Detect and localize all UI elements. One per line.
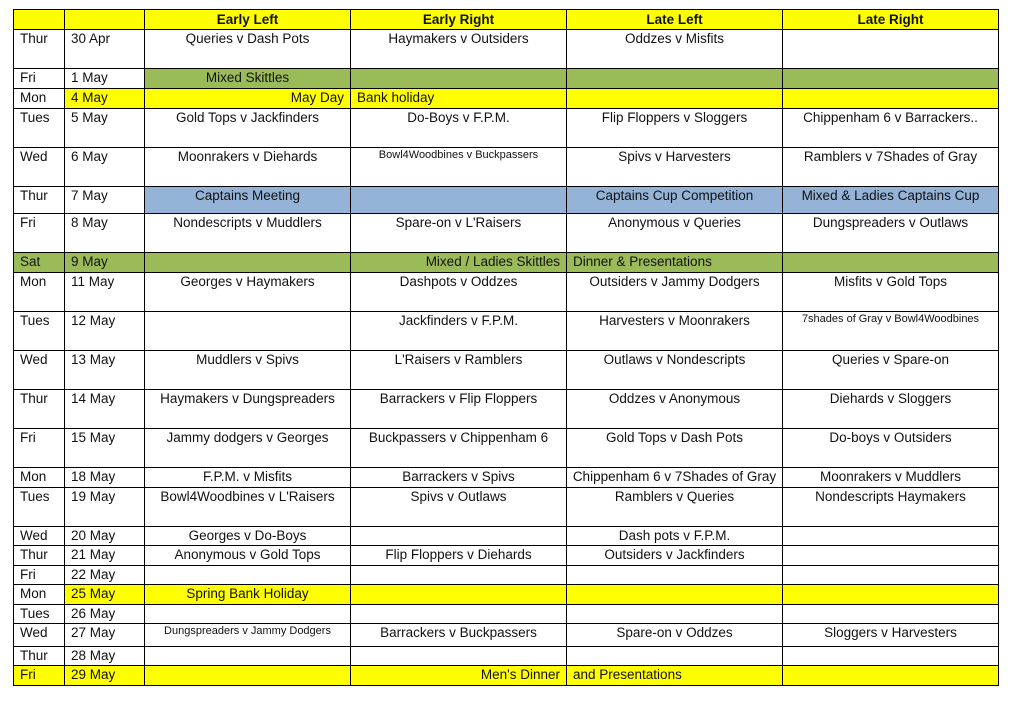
day-cell: Wed [14, 624, 65, 647]
late-left-cell: Spare-on v Oddzes [567, 624, 783, 647]
early-left-cell: Mixed Skittles [145, 69, 351, 89]
day-cell: Wed [14, 148, 65, 187]
early-right-cell: Dashpots v Oddzes [351, 273, 567, 312]
late-right-cell: Nondescripts Haymakers [783, 488, 999, 527]
early-right-cell: Spare-on v L'Raisers [351, 214, 567, 253]
day-cell: Fri [14, 69, 65, 89]
early-left-cell: Haymakers v Dungspreaders [145, 390, 351, 429]
early-left-cell: Queries v Dash Pots [145, 30, 351, 69]
early-left-cell: Gold Tops v Jackfinders [145, 109, 351, 148]
early-right-cell: L'Raisers v Ramblers [351, 351, 567, 390]
early-right-cell [351, 187, 567, 214]
table-row [14, 187, 999, 214]
table-row [14, 647, 999, 666]
early-left-cell: Jammy dodgers v Georges [145, 429, 351, 468]
date-cell: 27 May [65, 624, 145, 647]
date-cell: 29 May [65, 666, 145, 686]
day-cell: Mon [14, 468, 65, 488]
early-left-cell: Dungspreaders v Jammy Dodgers [145, 624, 351, 647]
late-left-cell: and Presentations [567, 666, 783, 686]
late-left-cell: Oddzes v Misfits [567, 30, 783, 69]
late-left-cell: Spivs v Harvesters [567, 148, 783, 187]
early-left-cell [145, 605, 351, 624]
table-row [14, 468, 999, 488]
day-cell: Mon [14, 89, 65, 109]
late-right-cell: Mixed & Ladies Captains Cup [783, 187, 999, 214]
early-right-cell: Jackfinders v F.P.M. [351, 312, 567, 351]
day-cell: Thur [14, 187, 65, 214]
table-row [14, 89, 999, 109]
early-left-cell [145, 666, 351, 686]
late-left-cell: Outlaws v Nondescripts [567, 351, 783, 390]
late-left-cell: Captains Cup Competition [567, 187, 783, 214]
day-cell: Tues [14, 488, 65, 527]
late-left-cell: Dinner & Presentations [567, 253, 783, 273]
late-right-cell [783, 605, 999, 624]
early-left-cell: Nondescripts v Muddlers [145, 214, 351, 253]
day-cell: Wed [14, 351, 65, 390]
day-cell: Thur [14, 390, 65, 429]
header-early-left: Early Left [145, 10, 351, 30]
date-cell: 5 May [65, 109, 145, 148]
early-right-cell [351, 585, 567, 605]
table-row [14, 566, 999, 585]
early-left-cell: Anonymous v Gold Tops [145, 546, 351, 566]
late-right-cell [783, 30, 999, 69]
early-left-cell: Muddlers v Spivs [145, 351, 351, 390]
table-row [14, 351, 999, 390]
early-left-cell: May Day [145, 89, 351, 109]
date-cell: 19 May [65, 488, 145, 527]
table-row [14, 546, 999, 566]
early-left-cell [145, 312, 351, 351]
day-cell: Fri [14, 666, 65, 686]
early-right-cell [351, 566, 567, 585]
date-cell: 1 May [65, 69, 145, 89]
early-right-cell: Barrackers v Flip Floppers [351, 390, 567, 429]
early-right-cell: Barrackers v Buckpassers [351, 624, 567, 647]
early-right-cell [351, 647, 567, 666]
header-late-right: Late Right [783, 10, 999, 30]
date-cell: 25 May [65, 585, 145, 605]
late-right-cell [783, 546, 999, 566]
late-left-cell: Gold Tops v Dash Pots [567, 429, 783, 468]
late-left-cell [567, 566, 783, 585]
table-row [14, 69, 999, 89]
late-right-cell: Ramblers v 7Shades of Gray [783, 148, 999, 187]
late-left-cell: Oddzes v Anonymous [567, 390, 783, 429]
late-right-cell [783, 89, 999, 109]
header-late-left: Late Left [567, 10, 783, 30]
late-right-cell [783, 566, 999, 585]
early-left-cell: Moonrakers v Diehards [145, 148, 351, 187]
header-day [14, 10, 65, 30]
day-cell: Fri [14, 566, 65, 585]
table-row [14, 214, 999, 253]
late-left-cell: Outsiders v Jammy Dodgers [567, 273, 783, 312]
date-cell: 11 May [65, 273, 145, 312]
late-left-cell: Outsiders v Jackfinders [567, 546, 783, 566]
early-left-cell: Spring Bank Holiday [145, 585, 351, 605]
table-row [14, 605, 999, 624]
early-right-cell: Barrackers v Spivs [351, 468, 567, 488]
early-left-cell: Georges v Do-Boys [145, 527, 351, 546]
table-row [14, 253, 999, 273]
day-cell: Thur [14, 546, 65, 566]
late-right-cell: Do-boys v Outsiders [783, 429, 999, 468]
date-cell: 4 May [65, 89, 145, 109]
day-cell: Fri [14, 429, 65, 468]
day-cell: Tues [14, 312, 65, 351]
late-left-cell [567, 605, 783, 624]
table-row [14, 30, 999, 69]
late-right-cell: Moonrakers v Muddlers [783, 468, 999, 488]
date-cell: 6 May [65, 148, 145, 187]
early-left-cell: F.P.M. v Misfits [145, 468, 351, 488]
late-left-cell [567, 647, 783, 666]
date-cell: 13 May [65, 351, 145, 390]
date-cell: 14 May [65, 390, 145, 429]
late-right-cell [783, 647, 999, 666]
early-right-cell: Bowl4Woodbines v Buckpassers [351, 148, 567, 187]
table-row [14, 390, 999, 429]
fixtures-table [13, 9, 999, 686]
late-right-cell [783, 585, 999, 605]
date-cell: 18 May [65, 468, 145, 488]
table-row [14, 109, 999, 148]
day-cell: Wed [14, 527, 65, 546]
early-left-cell [145, 647, 351, 666]
late-left-cell: Ramblers v Queries [567, 488, 783, 527]
day-cell: Mon [14, 585, 65, 605]
day-cell: Sat [14, 253, 65, 273]
late-left-cell: Dash pots v F.P.M. [567, 527, 783, 546]
late-left-cell: Anonymous v Queries [567, 214, 783, 253]
late-left-cell: Harvesters v Moonrakers [567, 312, 783, 351]
early-left-cell [145, 566, 351, 585]
late-right-cell: Dungspreaders v Outlaws [783, 214, 999, 253]
late-right-cell [783, 527, 999, 546]
date-cell: 9 May [65, 253, 145, 273]
late-right-cell: Misfits v Gold Tops [783, 273, 999, 312]
late-right-cell: Queries v Spare-on [783, 351, 999, 390]
table-row [14, 527, 999, 546]
early-left-cell [145, 253, 351, 273]
table-row [14, 148, 999, 187]
day-cell: Thur [14, 647, 65, 666]
date-cell: 22 May [65, 566, 145, 585]
late-left-cell [567, 585, 783, 605]
date-cell: 7 May [65, 187, 145, 214]
date-cell: 12 May [65, 312, 145, 351]
date-cell: 15 May [65, 429, 145, 468]
early-left-cell: Bowl4Woodbines v L'Raisers [145, 488, 351, 527]
day-cell: Thur [14, 30, 65, 69]
late-right-cell [783, 666, 999, 686]
early-right-cell: Spivs v Outlaws [351, 488, 567, 527]
table-row [14, 273, 999, 312]
table-row [14, 624, 999, 647]
day-cell: Tues [14, 605, 65, 624]
day-cell: Fri [14, 214, 65, 253]
early-left-cell: Captains Meeting [145, 187, 351, 214]
early-right-cell [351, 605, 567, 624]
early-left-cell: Georges v Haymakers [145, 273, 351, 312]
late-right-cell: Sloggers v Harvesters [783, 624, 999, 647]
early-right-cell: Mixed / Ladies Skittles [351, 253, 567, 273]
date-cell: 30 Apr [65, 30, 145, 69]
table-row [14, 666, 999, 686]
header-row [14, 10, 999, 30]
table-row [14, 312, 999, 351]
early-right-cell: Buckpassers v Chippenham 6 [351, 429, 567, 468]
late-left-cell [567, 69, 783, 89]
date-cell: 8 May [65, 214, 145, 253]
late-left-cell [567, 89, 783, 109]
date-cell: 21 May [65, 546, 145, 566]
day-cell: Tues [14, 109, 65, 148]
early-right-cell: Bank holiday [351, 89, 567, 109]
table-row [14, 488, 999, 527]
day-cell: Mon [14, 273, 65, 312]
late-left-cell: Flip Floppers v Sloggers [567, 109, 783, 148]
early-right-cell [351, 527, 567, 546]
date-cell: 26 May [65, 605, 145, 624]
early-right-cell: Flip Floppers v Diehards [351, 546, 567, 566]
date-cell: 20 May [65, 527, 145, 546]
late-right-cell [783, 253, 999, 273]
table-row [14, 429, 999, 468]
early-right-cell: Haymakers v Outsiders [351, 30, 567, 69]
late-right-cell: 7shades of Gray v Bowl4Woodbines [783, 312, 999, 351]
date-cell: 28 May [65, 647, 145, 666]
table-row [14, 585, 999, 605]
header-early-right: Early Right [351, 10, 567, 30]
header-date [65, 10, 145, 30]
late-left-cell: Chippenham 6 v 7Shades of Gray [567, 468, 783, 488]
late-right-cell: Diehards v Sloggers [783, 390, 999, 429]
late-right-cell [783, 69, 999, 89]
late-right-cell: Chippenham 6 v Barrackers.. [783, 109, 999, 148]
early-right-cell: Men's Dinner [351, 666, 567, 686]
early-right-cell [351, 69, 567, 89]
early-right-cell: Do-Boys v F.P.M. [351, 109, 567, 148]
